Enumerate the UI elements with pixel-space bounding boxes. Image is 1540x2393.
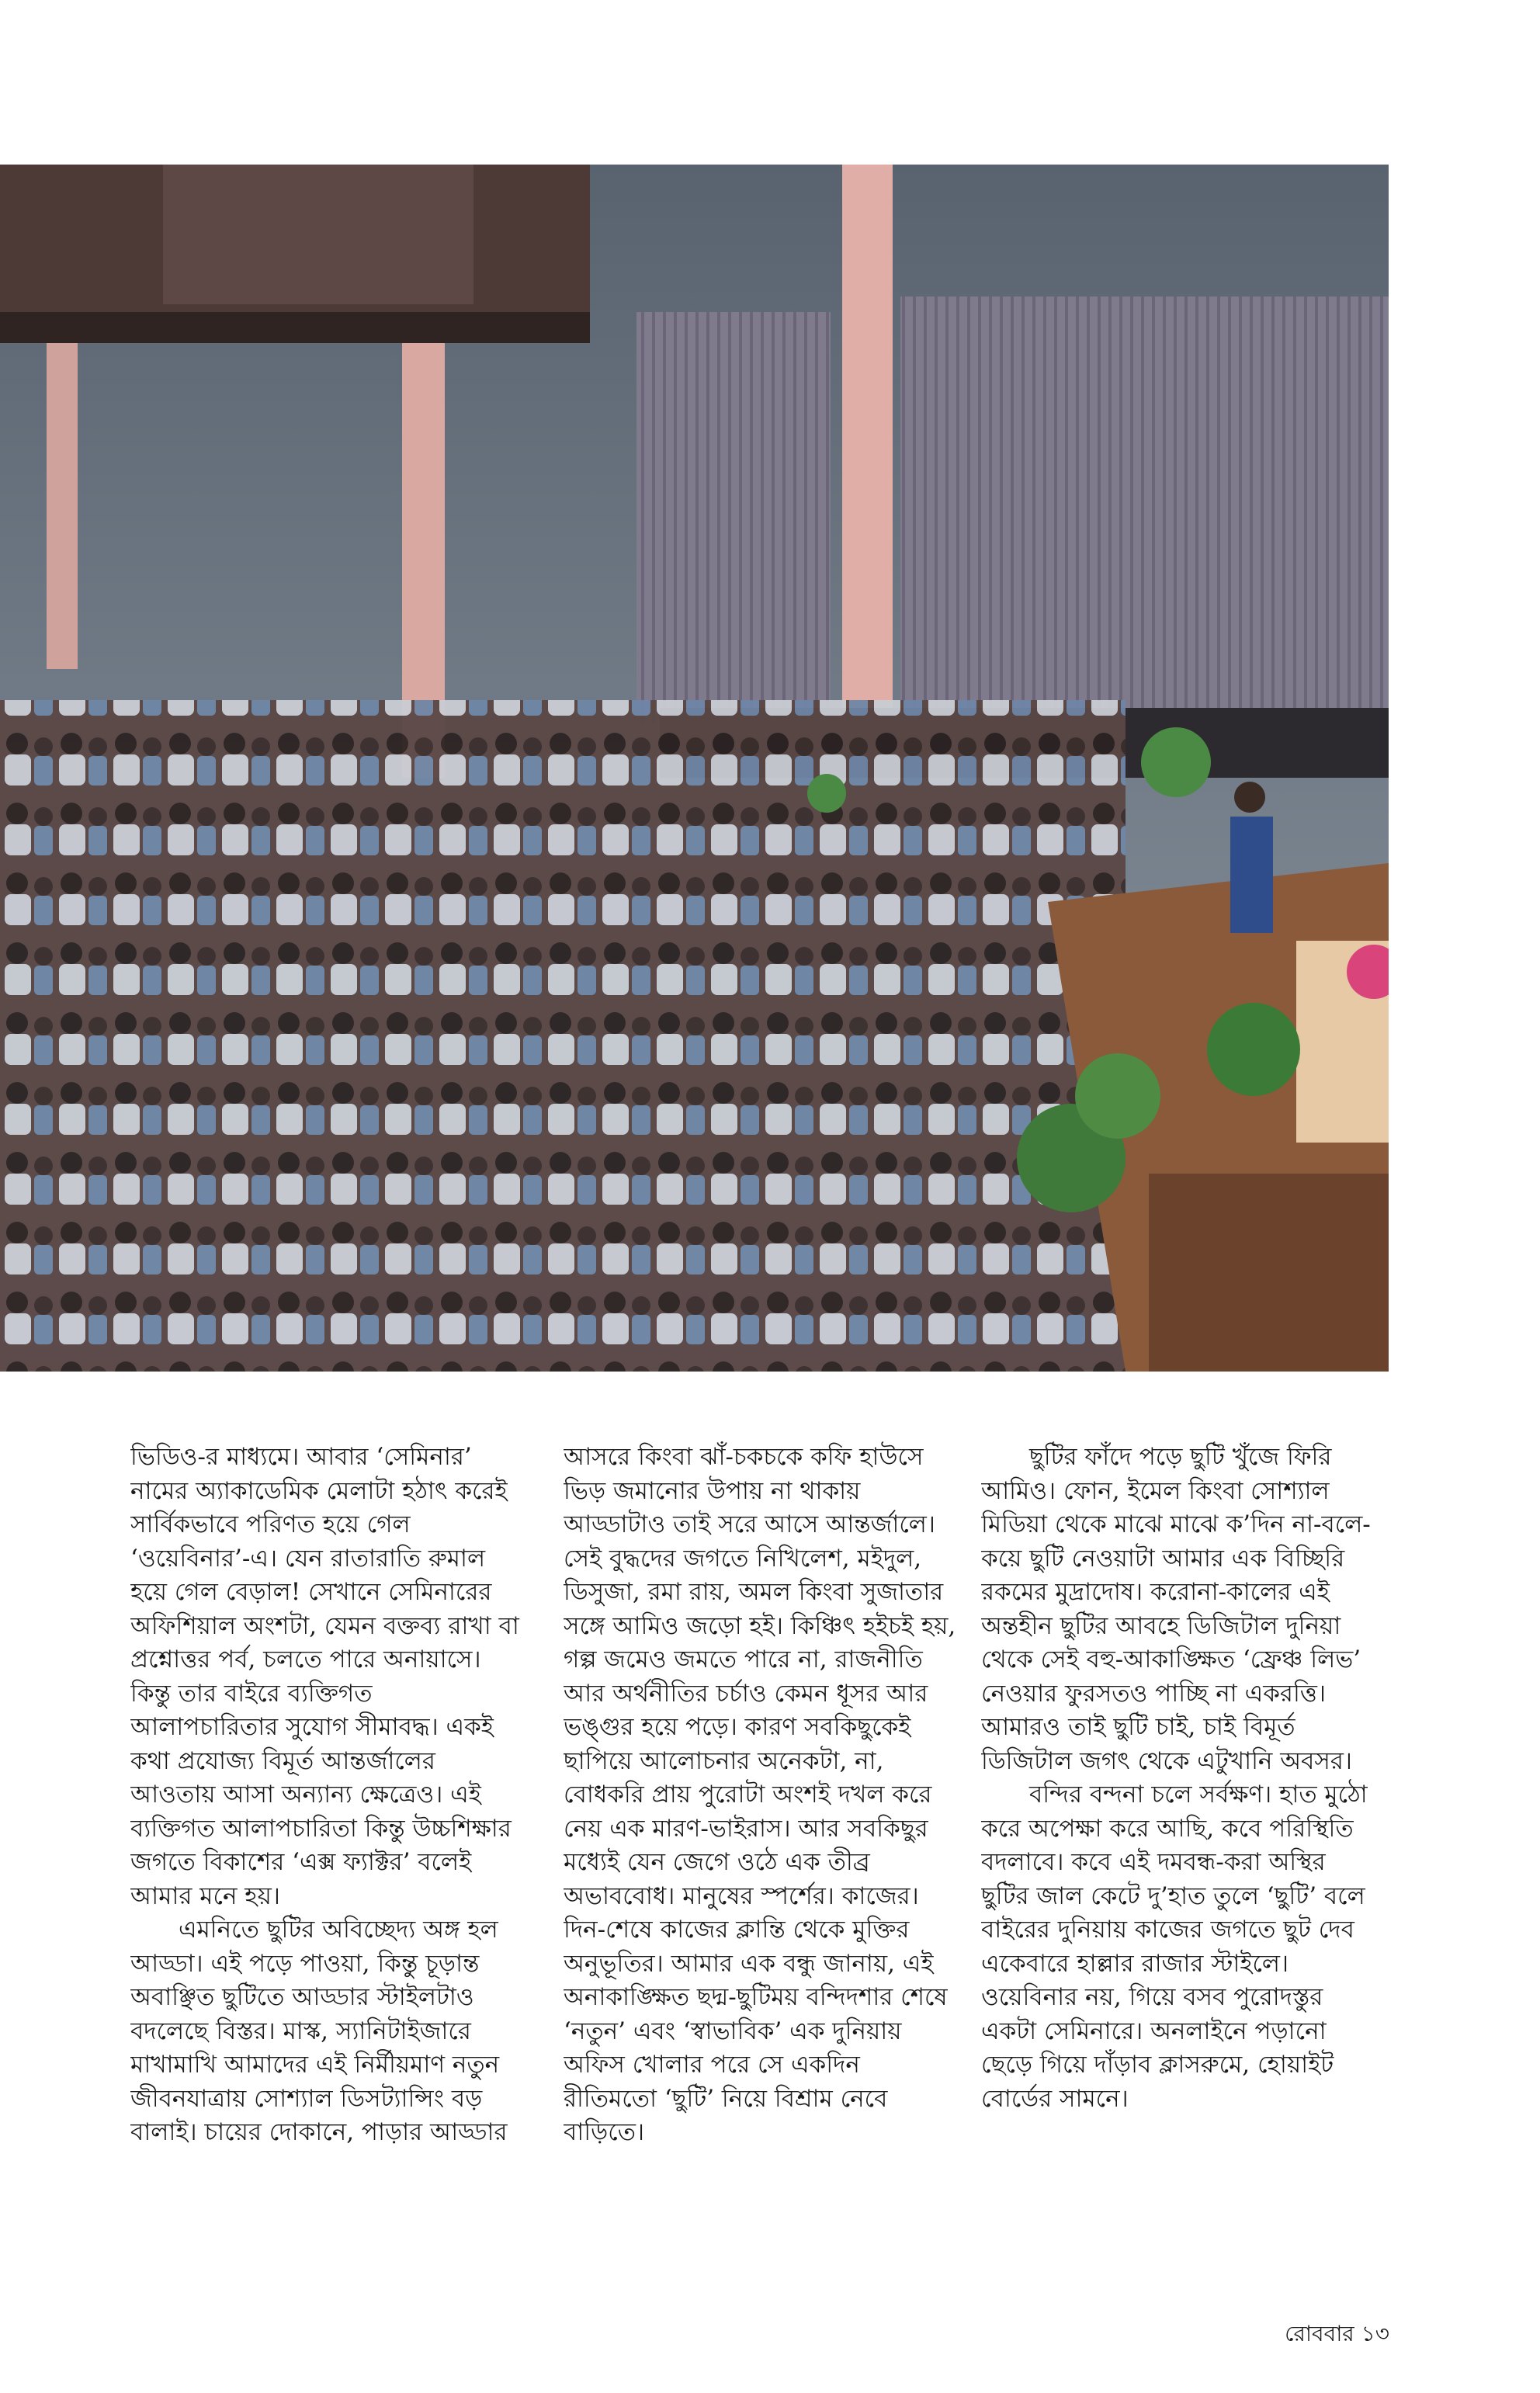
article-column-2: [564, 1441, 959, 2186]
article-column-1: [130, 1441, 526, 2186]
article-body: [0, 1441, 1540, 2217]
page-footer: [1242, 2317, 1389, 2353]
paragraph: বন্দির বন্দনা চলে সর্বক্ষণ। হাত মুঠো করে অপেক্ষা করে আছি, কবে পরিস্থিতি বদলাবে। কবে এই দমবন্ধ-করা অস্থির ছুটির জাল কেটে দু’হাত তুলে ‘ছুটি’ বলে বাইরের দুনিয়ায় কাজের জগতে ছুট দেব একেবারে হাল্লার রাজার স্টাইলে। ওয়েবিনার নয়, গিয়ে বসব পুরোদস্তুর একটা সেমিনারে। অনলাইনে পড়ানো ছেড়ে গিয়ে দাঁড়াব ক্লাসরুমে, হোয়াইট বোর্ডের সামনে।: [981, 1781, 1368, 2113]
paragraph: এমনিতে ছুটির অবিচ্ছেদ্য অঙ্গ হল আড্ডা। এই পড়ে পাওয়া, কিন্তু চূড়ান্ত অবাঞ্ছিত ছুটিতে আড্ডার স্টাইলটাও বদলেছে বিস্তর। মাস্ক, স্যানিটাইজারে মাখামাখি আমাদের এই নির্মীয়মাণ নতুন জীবনযাত্রায় সোশ্যাল ডিসট্যান্সিং বড় বালাই। চায়ের দোকানে, পাড়ার আড্ডার: [130, 1916, 508, 2146]
paragraph: আসরে কিংবা ঝাঁ-চকচকে কফি হাউসে ভিড় জমানোর উপায় না থাকায় আড্ডাটাও তাই সরে আসে আন্তর্জালে। সেই বুদ্ধদের জগতে নিখিলেশ, মইদুল, ডিসুজা, রমা রায়, অমল কিংবা সুজাতার সঙ্গে আমিও জড়ো হই। কিঞ্চিৎ হইচই হয়, গল্প জমেও জমতে পারে না, রাজনীতি আর অর্থনীতির চর্চাও কেমন ধূসর আর ভঙ্গুর হয়ে পড়ে। কারণ সবকিছুকেই ছাপিয়ে আলোচনার অনেকটা, না, বোধকরি প্রায় পুরোটা অংশই দখল করে নেয় এক মারণ-ভাইরাস। আর সবকিছুর মধ্যেই যেন জেগে ওঠে এক তীব্র অভাববোধ। মানুষের স্পর্শের। কাজের। দিন-শেষে কাজের ক্লান্তি থেকে মুক্তির অনুভূতির। আমার এক বন্ধু জানায়, এই অনাকাঙ্ক্ষিত ছদ্ম-ছুটিময় বন্দিদশার শেষে ‘নতুন’ এবং ‘স্বাভাবিক’ এক দুনিয়ায় অফিস খোলার পরে সে একদিন রীতিমতো ‘ছুটি’ নিয়ে বিশ্রাম নেবে বাড়িতে।: [564, 1443, 956, 2146]
article-column-3: [981, 1441, 1377, 2186]
paragraph: ভিডিও-র মাধ্যমে। আবার ‘সেমিনার’ নামের অ্যাকাডেমিক মেলাটা হঠাৎ করেই সার্বিকভাবে পরিণত হয়ে গেল ‘ওয়েবিনার’-এ। যেন রাতারাতি রুমাল হয়ে গেল বেড়াল! সেখানে সেমিনারের অফিশিয়াল অংশটা, যেমন বক্তব্য রাখা বা প্রশ্নোত্তর পর্ব, চলতে পারে অনায়াসে। কিন্তু তার বাইরে ব্যক্তিগত আলাপচারিতার সুযোগ সীমাবদ্ধ। একই কথা প্রযোজ্য বিমূর্ত আন্তর্জালের আওতায় আসা অন্যান্য ক্ষেত্রেও। এই ব্যক্তিগত আলাপচারিতা কিন্তু উচ্চশিক্ষার জগতে বিকাশের ‘এক্স ফ্যাক্টর’ বলেই আমার মনে হয়।: [130, 1443, 519, 1910]
seminar-photo-illustration: [0, 165, 1389, 1372]
page-number-label: রোববার ১৩: [1285, 2321, 1389, 2346]
seminar-hall-photo: [0, 165, 1389, 1372]
paragraph: ছুটির ফাঁদে পড়ে ছুটি খুঁজে ফিরি আমিও। ফোন, ইমেল কিংবা সোশ্যাল মিডিয়া থেকে মাঝে মাঝে ক’দিন না-বলে-কয়ে ছুটি নেওয়াটা আমার এক বিচ্ছিরি রকমের মুদ্রাদোষ। করোনা-কালের এই অন্তহীন ছুটির আবহে ডিজিটাল দুনিয়া থেকে সেই বহু-আকাঙ্ক্ষিত ‘ফ্রেঞ্চ লিভ’ নেওয়ার ফুরসতও পাচ্ছি না একরত্তি। আমারও তাই ছুটি চাই, চাই বিমূর্ত ডিজিটাল জগৎ থেকে এটুখানি অবসর।: [981, 1443, 1371, 1775]
